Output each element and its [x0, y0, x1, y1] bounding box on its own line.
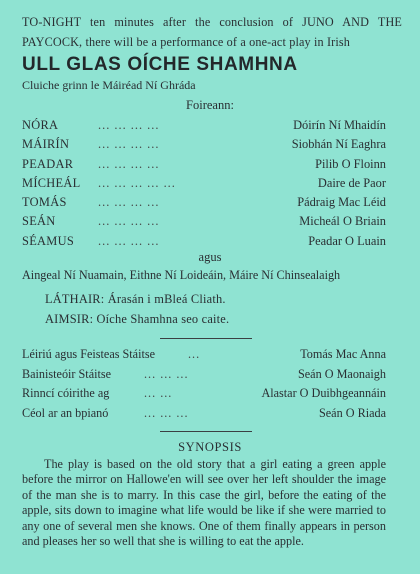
leader-dots: ... ... — [144, 386, 173, 401]
cast-actor: Peadar O Luain — [308, 233, 386, 248]
cast-role: SEÁN — [22, 214, 56, 229]
leader-dots: ... ... ... ... — [98, 137, 160, 152]
cast-heading: Foireann: — [186, 98, 234, 112]
cast-role: TOMÁS — [22, 195, 67, 210]
agus-label: agus — [198, 250, 222, 264]
cast-row — [22, 176, 386, 195]
extras-line: Aingeal Ní Nuamain, Eithne Ní Loideáin, Máire Ní Chinsealaigh — [22, 268, 341, 282]
leader-dots: ... ... ... ... ... — [98, 175, 176, 190]
crew-row — [22, 386, 386, 406]
cast-row — [22, 157, 386, 176]
leader-dots: ... ... ... ... — [98, 233, 160, 248]
crew-role: Céol ar an bpianó — [22, 405, 109, 420]
setting-time: AIMSIR: Oíche Shamhna seo caite. — [45, 312, 230, 326]
cast-row — [22, 137, 386, 156]
cast-role: MÍCHEÁL — [22, 175, 81, 190]
synopsis-heading: SYNOPSIS — [178, 440, 242, 454]
divider — [160, 338, 252, 339]
cast-role: PEADAR — [22, 156, 74, 171]
leader-dots: ... ... ... ... — [98, 156, 160, 171]
play-subtitle: Cluiche grinn le Máiréad Ní Ghráda — [22, 78, 196, 92]
divider — [160, 431, 252, 432]
synopsis-text: The play is based on the old story that a girl eating a green apple before the mirror on Hallowe'en will see over her left shoulder the image of the man she is to marry. In this case the girl, before the eating of the apple, sits down to imagine what life would be like if she were married to any one of several men she knows. One of them finally appears in person and pleases her so well that she is willing to eat the apple. — [22, 457, 386, 549]
leader-dots: ... ... ... ... — [98, 214, 160, 229]
leader-dots: ... ... ... ... — [98, 118, 160, 132]
cast-role: MÁIRÍN — [22, 137, 70, 152]
crew-role: Léiriú agus Feisteas Stáitse — [22, 347, 156, 361]
crew-person: Seán O Maonaigh — [297, 366, 386, 381]
crew-row — [22, 406, 386, 426]
crew-row — [22, 367, 386, 387]
cast-actor: Daire de Paor — [317, 175, 386, 190]
cast-actor: Dóirín Ní Mhaidín — [293, 118, 386, 132]
leader-dots: ... ... ... — [144, 366, 189, 381]
leader-dots: ... — [188, 347, 201, 361]
leader-dots: ... ... ... ... — [98, 195, 160, 210]
crew-list — [22, 347, 386, 425]
cast-role: SÉAMUS — [22, 233, 75, 248]
cast-role: NÓRA — [22, 118, 59, 132]
crew-person: Seán O Riada — [318, 405, 386, 420]
setting-place: LÁTHAIR: Árasán i mBleá Cliath. — [45, 292, 226, 306]
crew-row — [22, 347, 386, 367]
cast-list — [22, 118, 386, 253]
crew-role: Rinncí cóirithe ag — [22, 386, 110, 401]
cast-actor: Siobhán Ní Eaghra — [291, 137, 386, 152]
leader-dots: ... ... ... — [144, 405, 189, 420]
play-title: ULL GLAS OÍCHE SHAMHNA — [22, 54, 298, 75]
crew-person: Alastar O Duibhgeannáin — [261, 386, 386, 401]
cast-row — [22, 214, 386, 233]
crew-role: Bainisteóir Stáitse — [22, 366, 112, 381]
cast-actor: Pilib O Floinn — [315, 156, 386, 171]
crew-person: Tomás Mac Anna — [300, 347, 386, 361]
intro-paragraph: TO-NIGHT ten minutes after the conclusion of JUNO AND THE PAYCOCK, there will be a performance of a one-act play in Irish — [22, 15, 402, 49]
cast-actor: Micheál O Briain — [299, 214, 386, 229]
cast-row — [22, 195, 386, 214]
cast-actor: Pádraig Mac Léid — [297, 195, 386, 210]
cast-row — [22, 118, 386, 137]
